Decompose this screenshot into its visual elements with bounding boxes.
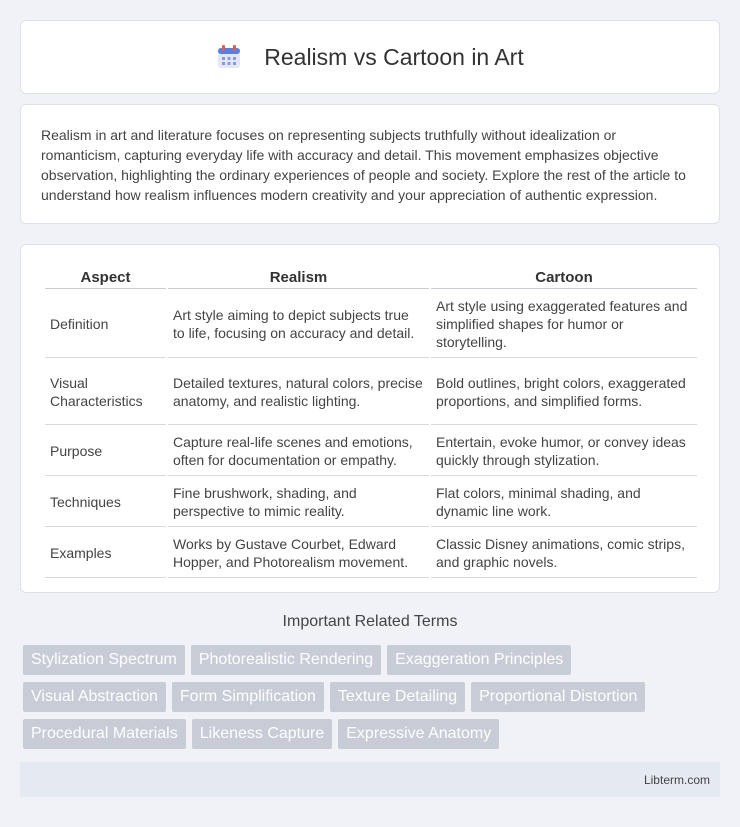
related-term-tag[interactable]: Expressive Anatomy: [338, 719, 499, 749]
related-term-tag[interactable]: Visual Abstraction: [23, 682, 166, 712]
related-term-tag[interactable]: Proportional Distortion: [471, 682, 645, 712]
related-terms-heading: Important Related Terms: [282, 613, 458, 630]
column-header-realism: Realism: [168, 267, 429, 289]
footer: [20, 762, 720, 797]
cell-realism: Fine brushwork, shading, and perspective to mimic reality.: [168, 478, 429, 527]
table-row: [45, 427, 697, 476]
cell-aspect: Visual Characteristics: [45, 360, 166, 425]
related-term-tag[interactable]: Procedural Materials: [23, 719, 186, 749]
cell-aspect: Purpose: [45, 427, 166, 476]
related-term-tag[interactable]: Photorealistic Rendering: [191, 645, 381, 675]
cell-cartoon: Entertain, evoke humor, or convey ideas quickly through stylization.: [431, 427, 697, 476]
comparison-table: [43, 265, 699, 580]
cell-realism: Works by Gustave Courbet, Edward Hopper, and Photorealism movement.: [168, 529, 429, 578]
cell-realism: Capture real-life scenes and emotions, often for documentation or empathy.: [168, 427, 429, 476]
intro-card: [20, 104, 720, 224]
cell-realism: Art style aiming to depict subjects true to life, focusing on accuracy and detail.: [168, 291, 429, 358]
cell-cartoon: Art style using exaggerated features and simplified shapes for humor or storytelling.: [431, 291, 697, 358]
calendar-icon: [216, 44, 242, 70]
related-term-tag[interactable]: Stylization Spectrum: [23, 645, 185, 675]
cell-cartoon: Flat colors, minimal shading, and dynamic line work.: [431, 478, 697, 527]
table-row: [45, 360, 697, 425]
footer-site-link[interactable]: Libterm.com: [643, 772, 710, 787]
column-header-aspect: Aspect: [45, 267, 166, 289]
related-term-tag[interactable]: Exaggeration Principles: [387, 645, 571, 675]
table-row: [45, 291, 697, 358]
cell-cartoon: Classic Disney animations, comic strips, and graphic novels.: [431, 529, 697, 578]
related-term-tag[interactable]: Form Simplification: [172, 682, 324, 712]
cell-aspect: Techniques: [45, 478, 166, 527]
header-card: [20, 20, 720, 94]
related-terms-list: [23, 645, 723, 756]
cell-realism: Detailed textures, natural colors, precise anatomy, and realistic lighting.: [168, 360, 429, 425]
related-term-tag[interactable]: Texture Detailing: [330, 682, 465, 712]
related-term-tag[interactable]: Likeness Capture: [192, 719, 333, 749]
column-header-cartoon: Cartoon: [431, 267, 697, 289]
cell-aspect: Definition: [45, 291, 166, 358]
cell-aspect: Examples: [45, 529, 166, 578]
table-row: [45, 478, 697, 527]
cell-cartoon: Bold outlines, bright colors, exaggerated proportions, and simplified forms.: [431, 360, 697, 425]
page-title: Realism vs Cartoon in Art: [264, 43, 524, 70]
comparison-table-card: [20, 244, 720, 593]
intro-paragraph: Realism in art and literature focuses on representing subjects truthfully without idealization or romanticism, capturing everyday life with accuracy and detail. This movement emphasizes objective observation, highlighting the ordinary experiences of people and society. Explore the rest of the article to understand how realism influences modern creativity and your appreciation of authentic expression.: [41, 127, 686, 203]
table-row: [45, 529, 697, 578]
table-header-row: [45, 267, 697, 289]
